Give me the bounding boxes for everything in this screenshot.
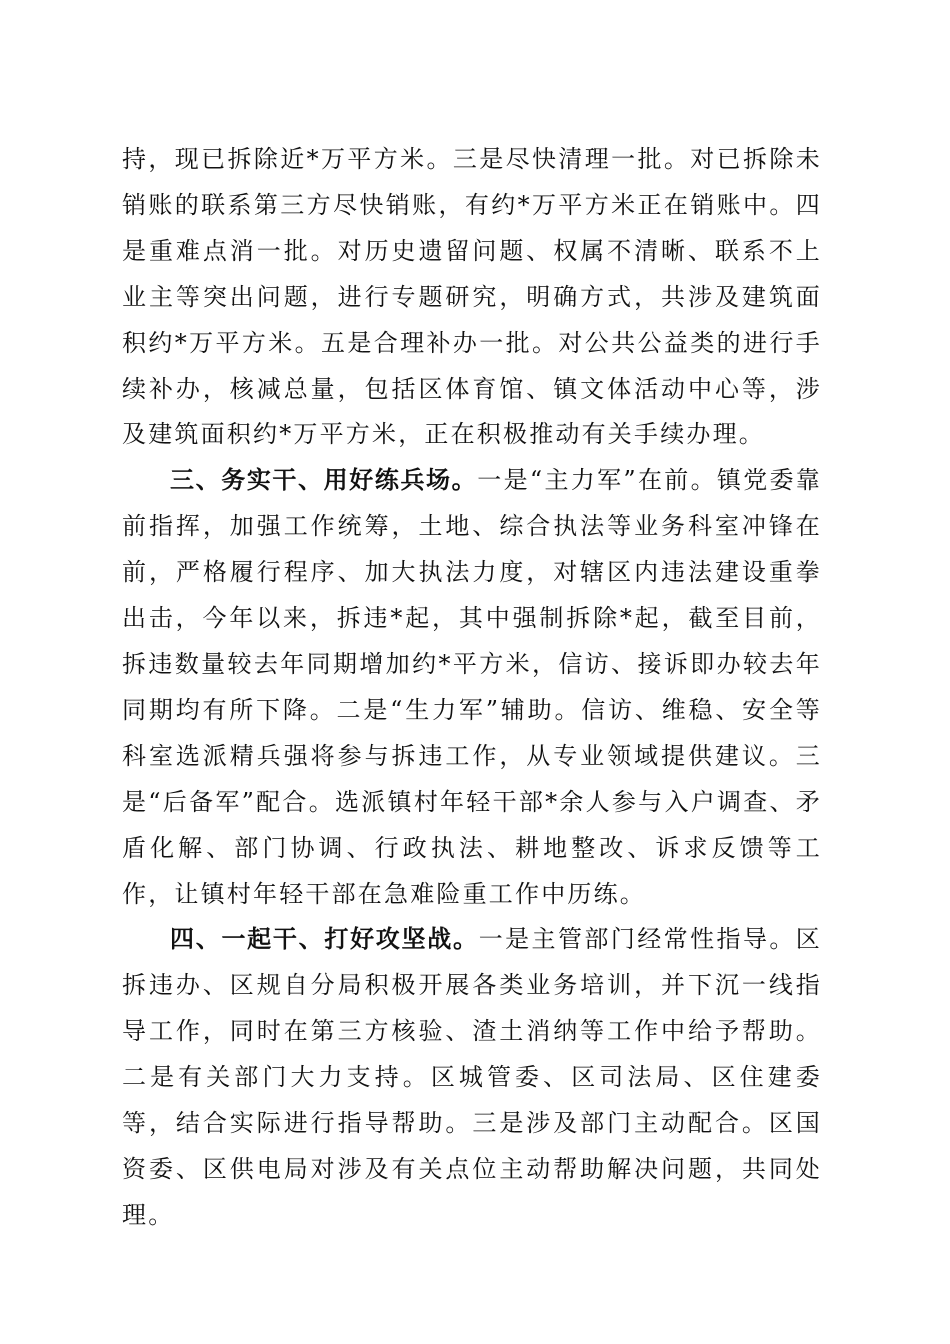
- paragraph-text: 一是“主力军”在前。镇党委靠前指挥，加强工作统筹，土地、综合执法等业务科室冲锋在前，严格履行程序、加大执法力度，对辖区内违法建设重拳出击，今年以来，拆违*起，其中强制拆除*起，截至目前，拆违数量较去年同期增加约*平方米，信访、接诉即办较去年同期均有所下降。二是“生力军”辅助。信访、维稳、安全等科室选派精兵强将参与拆违工作，从专业领域提供建议。三是“后备军”配合。选派镇村年轻干部*余人参与入户调查、矛盾化解、部门协调、行政执法、耕地整改、诉求反馈等工作，让镇村年轻干部在急难险重工作中历练。: [122, 466, 823, 908]
- document-body: [122, 137, 822, 1239]
- paragraph-section-four: [122, 917, 822, 1238]
- section-heading: 四、一起干、打好攻坚战。: [170, 925, 479, 954]
- paragraph-section-three: [122, 458, 822, 917]
- paragraph-text: 持，现已拆除近*万平方米。三是尽快清理一批。对已拆除未销账的联系第三方尽快销账，有约*万平方米正在销账中。四是重难点消一批。对历史遗留问题、权属不清晰、联系不上业主等突出问题，进行专题研究，明确方式，共涉及建筑面积约*万平方米。五是合理补办一批。对公共公益类的进行手续补办，核减总量，包括区体育馆、镇文体活动中心等，涉及建筑面积约*万平方米，正在积极推动有关手续办理。: [122, 145, 822, 449]
- section-heading: 三、务实干、用好练兵场。: [170, 466, 478, 495]
- paragraph-text: 一是主管部门经常性指导。区拆违办、区规自分局积极开展各类业务培训，并下沉一线指导工作，同时在第三方核验、渣土消纳等工作中给予帮助。二是有关部门大力支持。区城管委、区司法局、区住建委等，结合实际进行指导帮助。三是涉及部门主动配合。区国资委、区供电局对涉及有关点位主动帮助解决问题，共同处理。: [122, 925, 822, 1229]
- paragraph-continued: [122, 137, 822, 458]
